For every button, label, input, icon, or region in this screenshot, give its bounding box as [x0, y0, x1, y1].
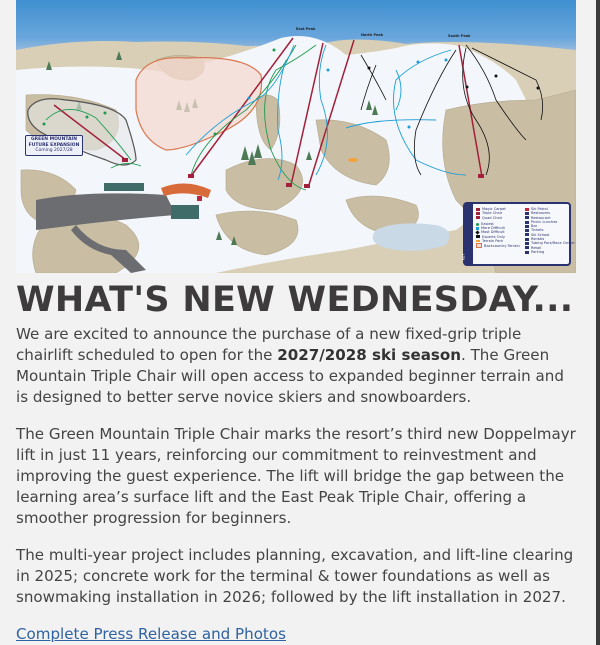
email-content — [16, 0, 576, 643]
press-release-link[interactable]: Complete Press Release and Photos — [16, 625, 286, 643]
article-heading: WHAT'S NEW WEDNESDAY... — [16, 280, 574, 320]
tickets-icon — [525, 229, 529, 232]
parking-icon — [525, 251, 529, 254]
picnic-icon — [525, 221, 529, 224]
terrain-park-icon — [476, 240, 480, 242]
experts-only-icon — [476, 235, 480, 238]
article-paragraph-1: We are excited to announce the purchase of a new fixed-grip triple chairlift scheduled to open for the 2027/2028 ski season. The Green Mountain Triple Chair will open access to expanded beginner terrain and is designed to better serve novice skiers and snowboarders. — [16, 325, 564, 406]
retail-icon — [525, 246, 529, 249]
peak-label: East Peak — [296, 27, 316, 31]
ski-patrol-icon — [525, 208, 529, 211]
restrooms-icon — [525, 212, 529, 215]
peak-label: South Peak — [448, 34, 471, 38]
legend-right-column: Ski Patrol Restrooms Restaurant Picnic Lunches Bar Tickets Ski School Rentals Tubing Park/Race Center Retail Parking — [525, 207, 575, 254]
easiest-icon — [476, 223, 479, 226]
legend-left-column: Magic Carpet Triple Chair Quad Chair Easiest More Difficult Most Difficult Experts Only Terrain Park Backcountry Terrain — [476, 207, 520, 248]
lift-icon — [476, 212, 480, 215]
legend-side-bar: KEY — [465, 204, 473, 264]
bar-icon — [525, 225, 529, 228]
expansion-badge-subtitle: Coming 2027/28 — [35, 148, 73, 153]
expansion-badge — [25, 135, 83, 156]
peak-label: North Peak — [361, 33, 384, 37]
window-edge — [596, 0, 600, 645]
lift-icon — [476, 216, 480, 219]
more-difficult-icon — [476, 227, 479, 230]
article-paragraph-2: The Green Mountain Triple Chair marks the resort’s third new Doppelmayr lift in just 11 years, reinforcing our commitment to reinvestment and improving the guest experience. The lift will bridge the gap between the learning area’s surface lift and the East Peak Triple Chair, offering a smoother progression for beginners. — [16, 425, 576, 527]
article-paragraph-3: The multi-year project includes planning, excavation, and lift-line clearing in 2025; concrete work for the terminal & tower foundations as well as snowmaking installation in 2026; followed by the lift installation in 2027. — [16, 546, 574, 606]
rentals-icon — [525, 238, 529, 241]
expansion-badge-title: GREEN MOUNTAIN — [30, 137, 77, 142]
restaurant-icon — [525, 216, 529, 219]
lift-icon — [476, 208, 480, 211]
season-highlight: 2027/2028 ski season — [277, 346, 461, 364]
map-legend — [461, 202, 575, 266]
trail-map-image — [16, 0, 576, 273]
tubing-icon — [525, 242, 529, 245]
ski-school-icon — [525, 233, 529, 236]
expansion-badge-title: FUTURE EXPANSION — [28, 142, 80, 148]
backcountry-icon — [476, 243, 482, 248]
